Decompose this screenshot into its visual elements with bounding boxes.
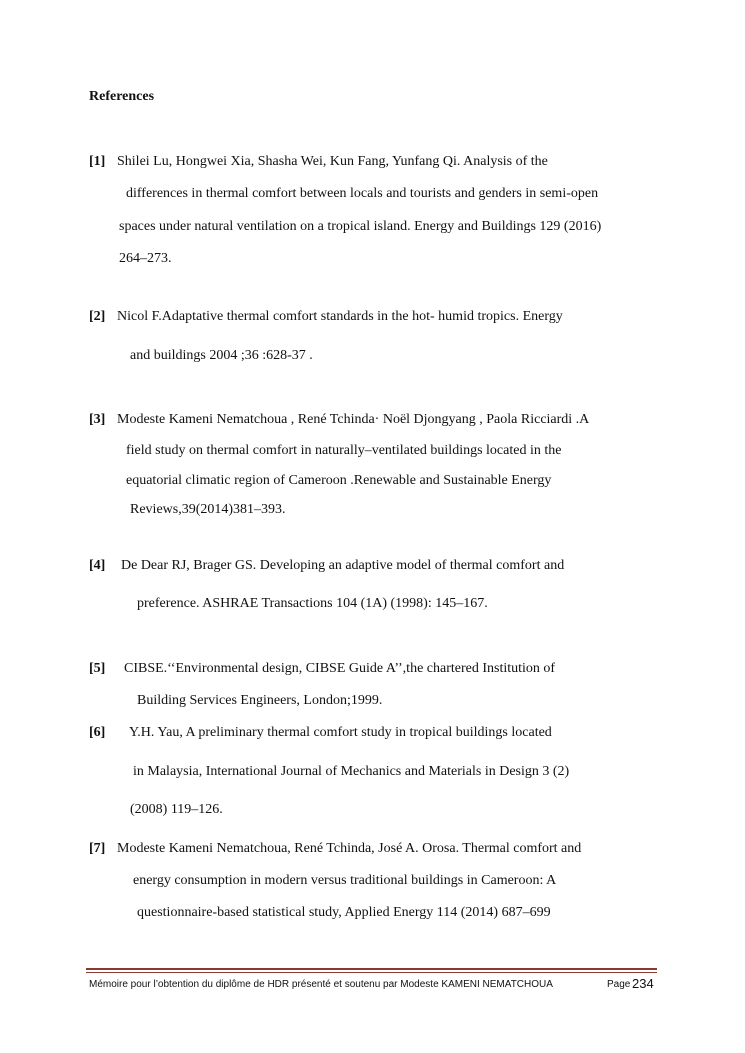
page-title: References (89, 89, 155, 104)
reference-line: in Malaysia, International Journal of Mechanics and Materials in Design 3 (2) (133, 764, 570, 779)
reference-line: Shilei Lu, Hongwei Xia, Shasha Wei, Kun Fang, Yunfang Qi. Analysis of the (117, 154, 548, 169)
footer-text: Mémoire pour l’obtention du diplôme de HDR présenté et soutenu par Modeste KAMENI NEMATCHOUA (89, 979, 553, 990)
reference-line: Modeste Kameni Nematchoua, René Tchinda, José A. Orosa. Thermal comfort and (117, 841, 582, 856)
reference-number: [1] (89, 154, 106, 169)
reference-line: De Dear RJ, Brager GS. Developing an adaptive model of thermal comfort and (121, 558, 565, 573)
reference-number: [5] (89, 661, 106, 676)
page-number: 234 (632, 976, 654, 991)
reference-line: Nicol F.Adaptative thermal comfort standards in the hot- humid tropics. Energy (117, 309, 563, 324)
footer-rule-thick (86, 968, 657, 970)
reference-line: Reviews,39(2014)381–393. (130, 502, 286, 517)
reference-line: field study on thermal comfort in naturally–ventilated buildings located in the (126, 443, 562, 458)
reference-number: [3] (89, 412, 106, 427)
reference-line: Modeste Kameni Nematchoua , René Tchinda· Noël Djongyang , Paola Ricciardi .A (117, 412, 590, 427)
footer-rule-thin (86, 972, 657, 973)
reference-line: differences in thermal comfort between locals and tourists and genders in semi-open (126, 186, 599, 201)
reference-line: Y.H. Yau, A preliminary thermal comfort study in tropical buildings located (129, 725, 552, 740)
reference-line: preference. ASHRAE Transactions 104 (1A) (1998): 145–167. (137, 596, 488, 611)
reference-line: questionnaire-based statistical study, Applied Energy 114 (2014) 687–699 (137, 905, 551, 920)
reference-number: [4] (89, 558, 106, 573)
reference-line: energy consumption in modern versus traditional buildings in Cameroon: A (133, 873, 557, 888)
reference-number: [7] (89, 841, 106, 856)
reference-line: equatorial climatic region of Cameroon .Renewable and Sustainable Energy (126, 473, 552, 488)
reference-number: [2] (89, 309, 106, 324)
reference-line: Building Services Engineers, London;1999. (137, 693, 383, 708)
page-label: Page (607, 979, 631, 990)
reference-number: [6] (89, 725, 106, 740)
reference-line: 264–273. (119, 251, 172, 266)
reference-line: spaces under natural ventilation on a tropical island. Energy and Buildings 129 (2016) (119, 219, 602, 234)
reference-line: and buildings 2004 ;36 :628-37 . (130, 348, 313, 363)
reference-line: (2008) 119–126. (130, 802, 223, 817)
reference-line: CIBSE.‘‘Environmental design, CIBSE Guide A’’,the chartered Institution of (124, 661, 556, 676)
